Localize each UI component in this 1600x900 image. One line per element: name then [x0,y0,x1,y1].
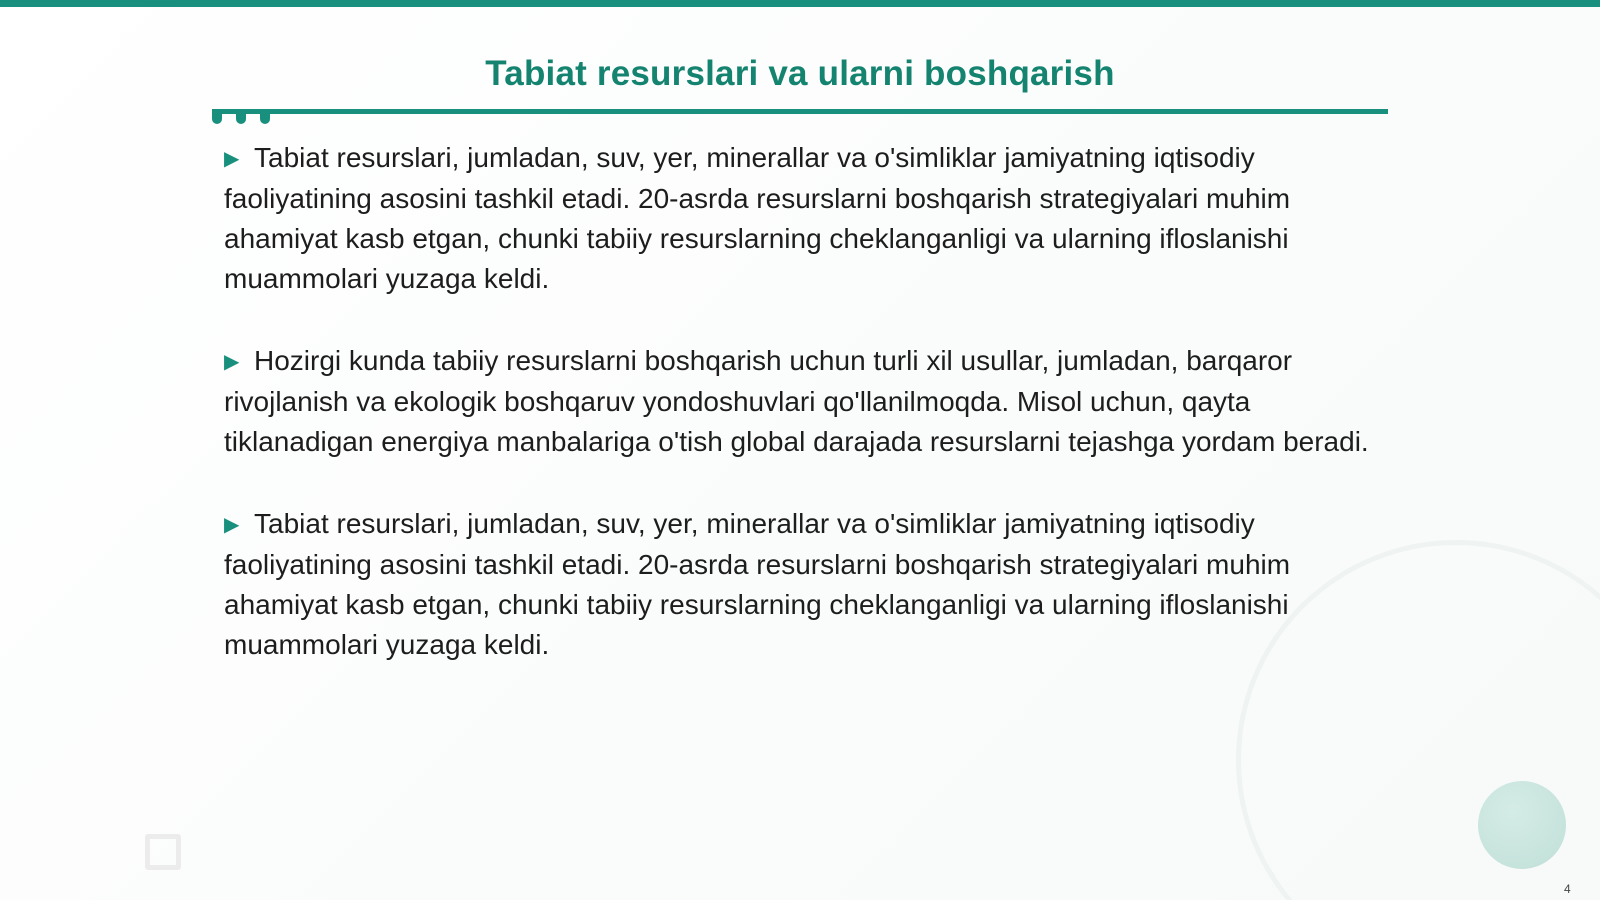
bullet-text: Tabiat resurslari, jumladan, suv, yer, minerallar va o'simliklar jamiyatning iqtisodiy faoliyatining asosini tashkil etadi. 20-asrda resurslarni boshqarish strategiyalari muhim ahamiyat kasb etgan, chunki tabiiy resurslarning cheklanganligi va ularning ifloslanishi muammolari yuzaga keldi. [224,142,1291,294]
slide-title: Tabiat resurslari va ularni boshqarish [485,54,1115,93]
triangle-right-icon: ▶ [224,351,240,373]
underline-dot [260,110,270,124]
underline-dot [236,110,246,124]
triangle-right-icon: ▶ [224,514,240,536]
bullet-item [224,138,1374,299]
triangle-right-icon: ▶ [224,148,240,170]
decorative-circle [1478,781,1566,869]
bullet-item [224,341,1374,462]
bullet-item [224,504,1374,665]
top-accent-bar [0,0,1600,7]
bullet-text: Hozirgi kunda tabiiy resurslarni boshqarish uchun turli xil usullar, jumladan, barqaror rivojlanish va ekologik boshqaruv yondoshuvlari qo'llanilmoqda. Misol uchun, qayta tiklanadigan energiya manbalariga o'tish global darajada resurslarni tejashga yordam beradi. [224,345,1369,457]
title-underline-dots [212,110,292,126]
underline-dot [212,110,222,124]
title-underline [212,109,1388,114]
bullet-text: Tabiat resurslari, jumladan, suv, yer, minerallar va o'simliklar jamiyatning iqtisodiy faoliyatining asosini tashkil etadi. 20-asrda resurslarni boshqarish strategiyalari muhim ahamiyat kasb etgan, chunki tabiiy resurslarning cheklanganligi va ularning ifloslanishi muammolari yuzaga keldi. [224,508,1291,660]
decorative-square [145,834,181,870]
bullet-list [224,138,1374,707]
page-number: 4 [1564,882,1571,896]
